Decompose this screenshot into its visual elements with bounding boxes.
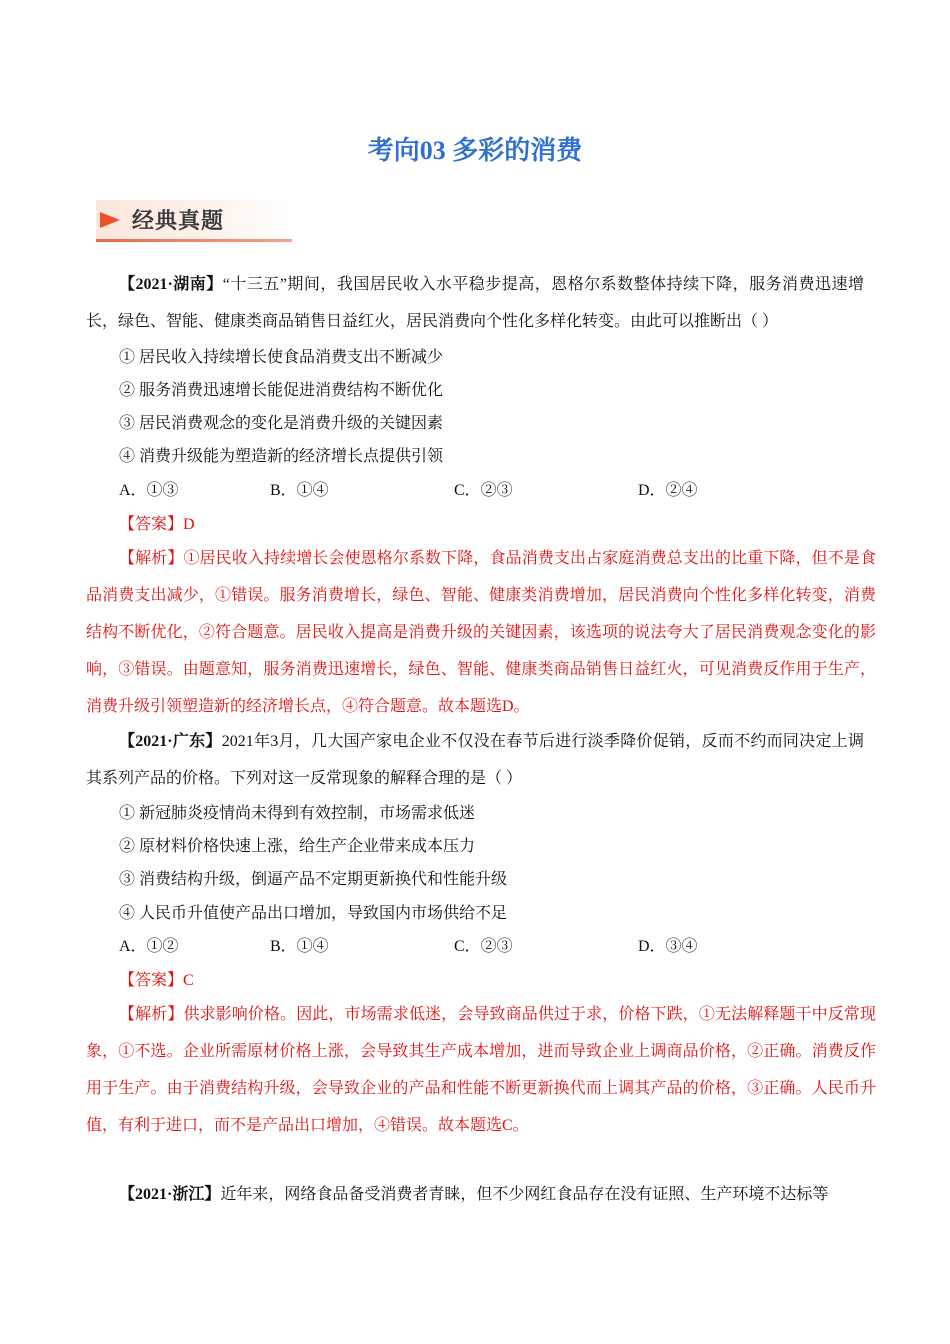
choice-b: B．①④ bbox=[270, 938, 329, 955]
analysis-label: 【解析】 bbox=[119, 550, 184, 567]
question-2-answer bbox=[119, 964, 194, 997]
analysis-text: ①居民收入持续增长会使恩格尔系数下降，食品消费支出占家庭消费总支出的比重下降，但不是食品消费支出减少，①错误。服务消费增长，绿色、智能、健康类消费增加，居民消费向个性化多样化转变，消费结构不断优化，②符合题意。居民收入提高是消费升级的关键因素，该选项的说法夸大了居民消费观念变化的影响，③错误。由题意知，服务消费迅速增长，绿色、智能、健康类商品销售日益红火，可见消费反作用于生产，消费升级引领塑造新的经济增长点，④符合题意。故本题选D。 bbox=[86, 550, 876, 715]
question-1-option-4: ④ 消费升级能为塑造新的经济增长点提供引领 bbox=[119, 448, 444, 465]
question-2-stem bbox=[86, 723, 864, 797]
question-3-stem bbox=[86, 1176, 864, 1213]
section-banner bbox=[96, 200, 292, 242]
choice-c: C．②③ bbox=[454, 482, 513, 499]
answer-label: 【答案】 bbox=[119, 516, 184, 533]
question-1-source: 【2021·湖南】 bbox=[119, 276, 223, 293]
question-2-option-3: ③ 消费结构升级，倒逼产品不定期更新换代和性能升级 bbox=[119, 871, 508, 888]
banner-underline bbox=[96, 239, 292, 242]
choice-a: A．①③ bbox=[119, 482, 179, 499]
choice-d: D．③④ bbox=[638, 938, 698, 955]
question-1-answer bbox=[119, 508, 195, 541]
answer-value: C bbox=[183, 972, 194, 989]
choice-b: B．①④ bbox=[270, 482, 329, 499]
answer-label: 【答案】 bbox=[119, 972, 184, 989]
answer-value: D bbox=[183, 516, 195, 533]
question-2-source: 【2021·广东】 bbox=[119, 733, 222, 750]
question-1-analysis bbox=[86, 540, 876, 725]
question-1-stem bbox=[86, 266, 864, 340]
question-1-choices bbox=[119, 474, 879, 507]
choice-d: D．②④ bbox=[638, 482, 698, 499]
choice-a: A．①② bbox=[119, 938, 179, 955]
section-label: 经典真题 bbox=[132, 209, 225, 234]
question-2-analysis bbox=[86, 996, 876, 1144]
question-1-option-1: ① 居民收入持续增长使食品消费支出不断减少 bbox=[119, 349, 444, 366]
question-2-text: 2021年3月，几大国产家电企业不仅没在春节后进行淡季降价促销，反而不约而同决定上调其系列产品的价格。下列对这一反常现象的解释合理的是（ ） bbox=[86, 733, 864, 787]
question-2-option-1: ① 新冠肺炎疫情尚未得到有效控制，市场需求低迷 bbox=[119, 805, 476, 822]
choice-c: C．②③ bbox=[454, 938, 513, 955]
page-title: 考向03 多彩的消费 bbox=[367, 136, 583, 165]
question-2-choices bbox=[119, 930, 879, 963]
question-1-option-2: ② 服务消费迅速增长能促进消费结构不断优化 bbox=[119, 382, 444, 399]
question-1-option-3: ③ 居民消费观念的变化是消费升级的关键因素 bbox=[119, 415, 444, 432]
question-1-text: “十三五”期间，我国居民收入水平稳步提高，恩格尔系数整体持续下降，服务消费迅速增长，绿色、智能、健康类商品销售日益红火，居民消费向个性化多样化转变。由此可以推断出（ ） bbox=[86, 276, 864, 330]
analysis-label: 【解析】 bbox=[119, 1006, 184, 1023]
question-3-source: 【2021·浙江】 bbox=[119, 1186, 221, 1203]
analysis-text: 供求影响价格。因此，市场需求低迷，会导致商品供过于求，价格下跌，①无法解释题干中反常现象，①不选。企业所需原材价格上涨，会导致其生产成本增加，进而导致企业上调商品价格，②正确。消费反作用于生产。由于消费结构升级，会导致企业的产品和性能不断更新换代而上调其产品的价格，③正确。人民币升值，有利于进口，而不是产品出口增加，④错误。故本题选C。 bbox=[86, 1006, 876, 1134]
question-2-option-2: ② 原材料价格快速上涨，给生产企业带来成本压力 bbox=[119, 838, 476, 855]
arrow-icon bbox=[100, 212, 120, 228]
question-3-text: 近年来，网络食品备受消费者青睐，但不少网红食品存在没有证照、生产环境不达标等 bbox=[220, 1186, 829, 1203]
question-2-option-4: ④ 人民币升值使产品出口增加，导致国内市场供给不足 bbox=[119, 905, 508, 922]
